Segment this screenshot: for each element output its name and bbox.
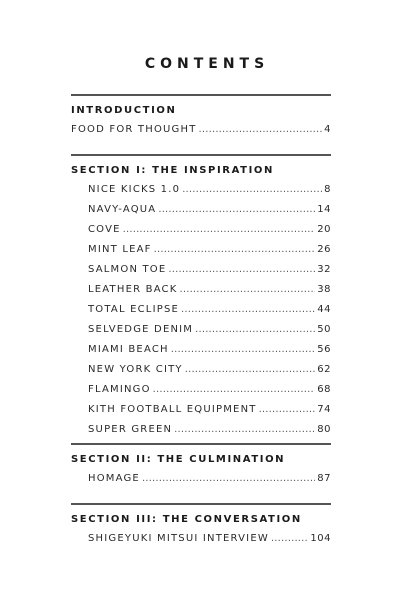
toc-entry[interactable] [71,300,331,320]
toc-entry[interactable] [71,120,331,140]
entry-page: 56 [317,344,331,355]
entry-label: MINT LEAF [88,244,152,255]
toc-entry[interactable] [71,380,331,400]
entry-label: NEW YORK CITY [88,364,183,375]
section-conversation [71,503,331,549]
dot-leader [182,180,322,200]
page-title: CONTENTS [144,56,270,72]
entry-page: 38 [317,284,331,295]
dot-leader [199,120,323,140]
entry-label: COVE [88,224,121,235]
entry-label: TOTAL ECLIPSE [88,304,180,315]
entry-label: LEATHER BACK [88,284,178,295]
entry-label: MIAMI BEACH [88,344,169,355]
dot-leader [180,280,316,300]
dot-leader [158,200,315,220]
dot-leader [154,240,316,260]
entry-page: 87 [317,473,331,484]
entry-page: 26 [317,244,331,255]
dot-leader [168,260,315,280]
dot-leader [123,220,316,240]
toc-entry[interactable] [71,240,331,260]
entry-page: 14 [317,204,331,215]
toc-entry[interactable] [71,420,331,440]
toc-entry[interactable] [71,529,331,549]
entry-page: 32 [317,264,331,275]
section-introduction [71,94,331,140]
entry-page: 44 [317,304,331,315]
section-culmination [71,443,331,489]
entry-page: 4 [324,124,331,135]
section-title: SECTION I: THE INSPIRATION [71,165,274,176]
toc-entry[interactable] [71,320,331,340]
dot-leader [171,340,316,360]
entry-page: 50 [317,324,331,335]
toc-entry[interactable] [71,180,331,200]
entry-page: 74 [317,404,331,415]
section-title: SECTION III: THE CONVERSATION [71,514,302,525]
entry-label: SALMON TOE [88,264,167,275]
entry-page: 20 [317,224,331,235]
entry-page: 68 [317,384,331,395]
dot-leader [153,380,316,400]
entry-label: SHIGEYUKI MITSUI INTERVIEW [88,533,269,544]
dot-leader [185,360,316,380]
entry-label: SELVEDGE DENIM [88,324,194,335]
toc-entry[interactable] [71,280,331,300]
dot-leader [195,320,315,340]
toc-entry[interactable] [71,360,331,380]
entry-label: NICE KICKS 1.0 [88,184,181,195]
entry-page: 62 [317,364,331,375]
entry-label: SUPER GREEN [88,424,173,435]
toc-entry[interactable] [71,469,331,489]
section-title: INTRODUCTION [71,105,177,116]
dot-leader [271,529,308,549]
dot-leader [181,300,315,320]
entry-label: NAVY-AQUA [88,204,157,215]
dot-leader [142,469,315,489]
entry-label: FLAMINGO [88,384,151,395]
entry-page: 104 [310,533,331,544]
section-inspiration [71,154,331,440]
toc-entry[interactable] [71,200,331,220]
toc-entry[interactable] [71,220,331,240]
entry-page: 8 [324,184,331,195]
toc-entry[interactable] [71,400,331,420]
section-title: SECTION II: THE CULMINATION [71,454,286,465]
toc-entry[interactable] [71,340,331,360]
entry-label: KITH FOOTBALL EQUIPMENT [88,404,257,415]
entry-page: 80 [317,424,331,435]
toc-entry[interactable] [71,260,331,280]
entry-label: FOOD FOR THOUGHT [71,124,197,135]
dot-leader [174,420,315,440]
dot-leader [259,400,316,420]
entry-label: HOMAGE [88,473,140,484]
